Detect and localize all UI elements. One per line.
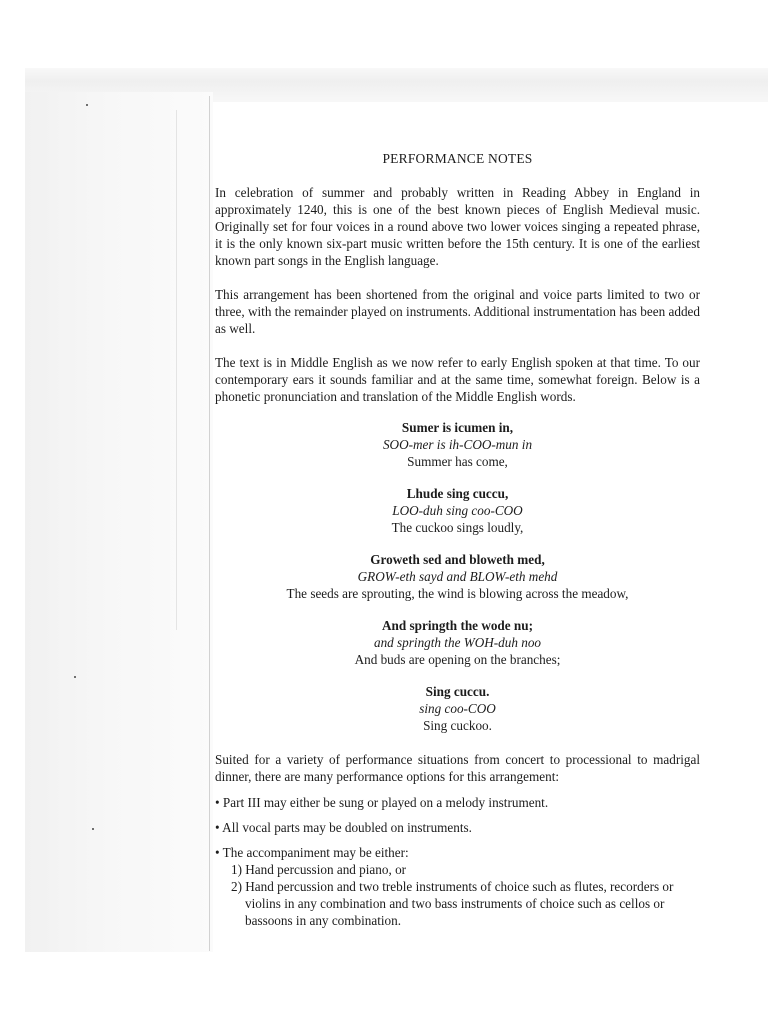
bullet-vocal-doubling: • All vocal parts may be doubled on instruments.: [215, 820, 472, 835]
verse-phonetic: and springth the WOH-duh noo: [373, 635, 542, 650]
performance-notes-page: [215, 150, 700, 929]
scan-speck: [74, 676, 76, 678]
verse-phonetic: SOO-mer is ih-COO-mun in: [382, 437, 533, 452]
verse-phonetic: GROW-eth sayd and BLOW-eth mehd: [357, 569, 558, 584]
accompaniment-option-1: 1) Hand percussion and piano, or: [231, 862, 407, 877]
verse-original: Groweth sed and bloweth med,: [370, 552, 545, 567]
scan-shadow-left: [25, 92, 213, 952]
scan-speck: [92, 828, 94, 830]
options-intro: Suited for a variety of performance situations from concert to processional to madrigal dinner, there are many performance options for this arrangement:: [215, 752, 700, 784]
verse-phonetic: sing coo-COO: [419, 701, 496, 716]
page-fold-line-faint: [176, 110, 177, 630]
verse-original: Sumer is icumen in,: [401, 420, 514, 435]
bullet-part-three: • Part III may either be sung or played on a melody instrument.: [215, 795, 549, 810]
scan-speck: [86, 104, 88, 106]
verse-phonetic: LOO-duh sing coo-COO: [392, 503, 523, 518]
verse-original: Sing cuccu.: [425, 684, 490, 699]
verse-translation: Summer has come,: [407, 454, 508, 469]
page-title: PERFORMANCE NOTES: [382, 151, 533, 166]
page-fold-line: [209, 96, 210, 951]
verse-translation: The cuckoo sings loudly,: [391, 520, 524, 535]
verse-1: [215, 419, 700, 470]
verse-translation: The seeds are sprouting, the wind is blowing across the meadow,: [286, 586, 629, 601]
verse-original: Lhude sing cuccu,: [406, 486, 509, 501]
verse-translation: And buds are opening on the branches;: [354, 652, 561, 667]
verse-original: And springth the wode nu;: [382, 618, 533, 633]
verse-5: [215, 683, 700, 734]
verse-4: [215, 617, 700, 668]
arrangement-paragraph: This arrangement has been shortened from the original and voice parts limited to two or three, with the remainder played on instruments. Additional instrumentation has been added as well.: [215, 287, 700, 336]
language-paragraph: The text is in Middle English as we now refer to early English spoken at that time. To our contemporary ears it sounds familiar and at the same time, somewhat foreign. Below is a phonetic pronunciation and translation of the Middle English words.: [215, 355, 700, 404]
history-paragraph: In celebration of summer and probably written in Reading Abbey in England in approximately 1240, this is one of the best known pieces of English Medieval music. Originally set for four voices in a round above two lower voices singing a repeated phrase, it is the only known six-part music written before the 15th century. It is one of the earliest known part songs in the English language.: [215, 185, 700, 268]
verse-translation: Sing cuckoo.: [423, 718, 492, 733]
verse-2: [215, 485, 700, 536]
bullet-accompaniment: • The accompaniment may be either:: [215, 845, 409, 860]
accompaniment-option-2: 2) Hand percussion and two treble instruments of choice such as flutes, recorders or violins in any combination and two bass instruments of choice such as cellos or bassoons in any combination.: [231, 879, 674, 928]
verse-3: [215, 551, 700, 602]
